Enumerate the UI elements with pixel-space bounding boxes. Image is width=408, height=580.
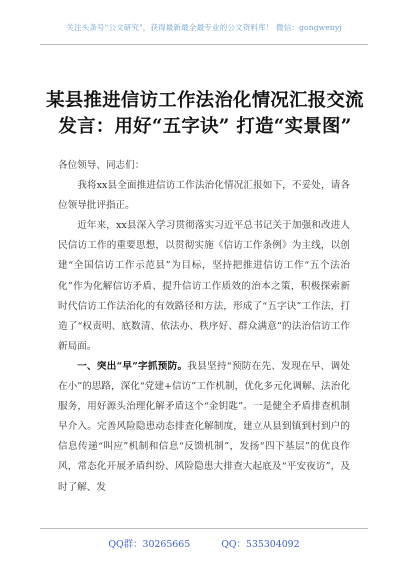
header-divider xyxy=(40,44,368,45)
section-1-text: 我县坚持“预防在先、发现在早、调处在小”的思路，深化“党建+信访”工作机制，优化多元化调解、法治化服务，用好源头治理化解矛盾这个“金钥匙”。一是健全矛盾排查机制早介入。完善风险隐患动态排查化解制度，建立从县到镇到村到户的信息传递“叫应”机制和信息“反馈机制”，发扬“四下基层”的优良作风，常态化开展矛盾纠纷、风险隐患大排查大起底及“平安夜访”，及时了解、发 xyxy=(58,360,350,493)
footer-divider xyxy=(40,528,368,529)
section-1-heading: 一、突出“早”字抓预防。 xyxy=(77,360,188,372)
paragraph-section-1 xyxy=(58,357,350,498)
salutation: 各位领导、同志们： xyxy=(58,160,145,171)
header-banner: 关注头条号"公文研究"，获得最新最全最专业的公文资料库！ 微信：gongwenyj xyxy=(66,23,342,32)
paragraph-intro: 我将xx县全面推进信访工作法治化情况汇报如下，不妥处，请各位领导批评指正。 xyxy=(58,180,350,212)
footer-qq-group: QQ群：30265665 xyxy=(108,539,191,550)
document-title: 某县推进信访工作法治化情况汇报交流发言：用好“五字诀” 打造“实景图” xyxy=(46,90,364,137)
footer-qq: QQ：535304092 xyxy=(221,539,300,550)
footer xyxy=(54,536,354,550)
document-body xyxy=(58,156,350,498)
paragraph-overview: 近年来，xx县深入学习贯彻落实习近平总书记关于加强和改进人民信访工作的重要思想，以贯彻实施《信访工作条例》为主线，以创建“全国信访工作示范县”为目标，坚持把推进信访工作“五个法治化”作为化解信访矛盾、提升信访工作质效的治本之策，积极探索新时代信访工作法治化的有效路径和方法，形成了“五字诀”工作法，打造了“权责明、底数清、依法办、秩序好、群众满意”的法治信访工作新局面。 xyxy=(58,220,350,352)
